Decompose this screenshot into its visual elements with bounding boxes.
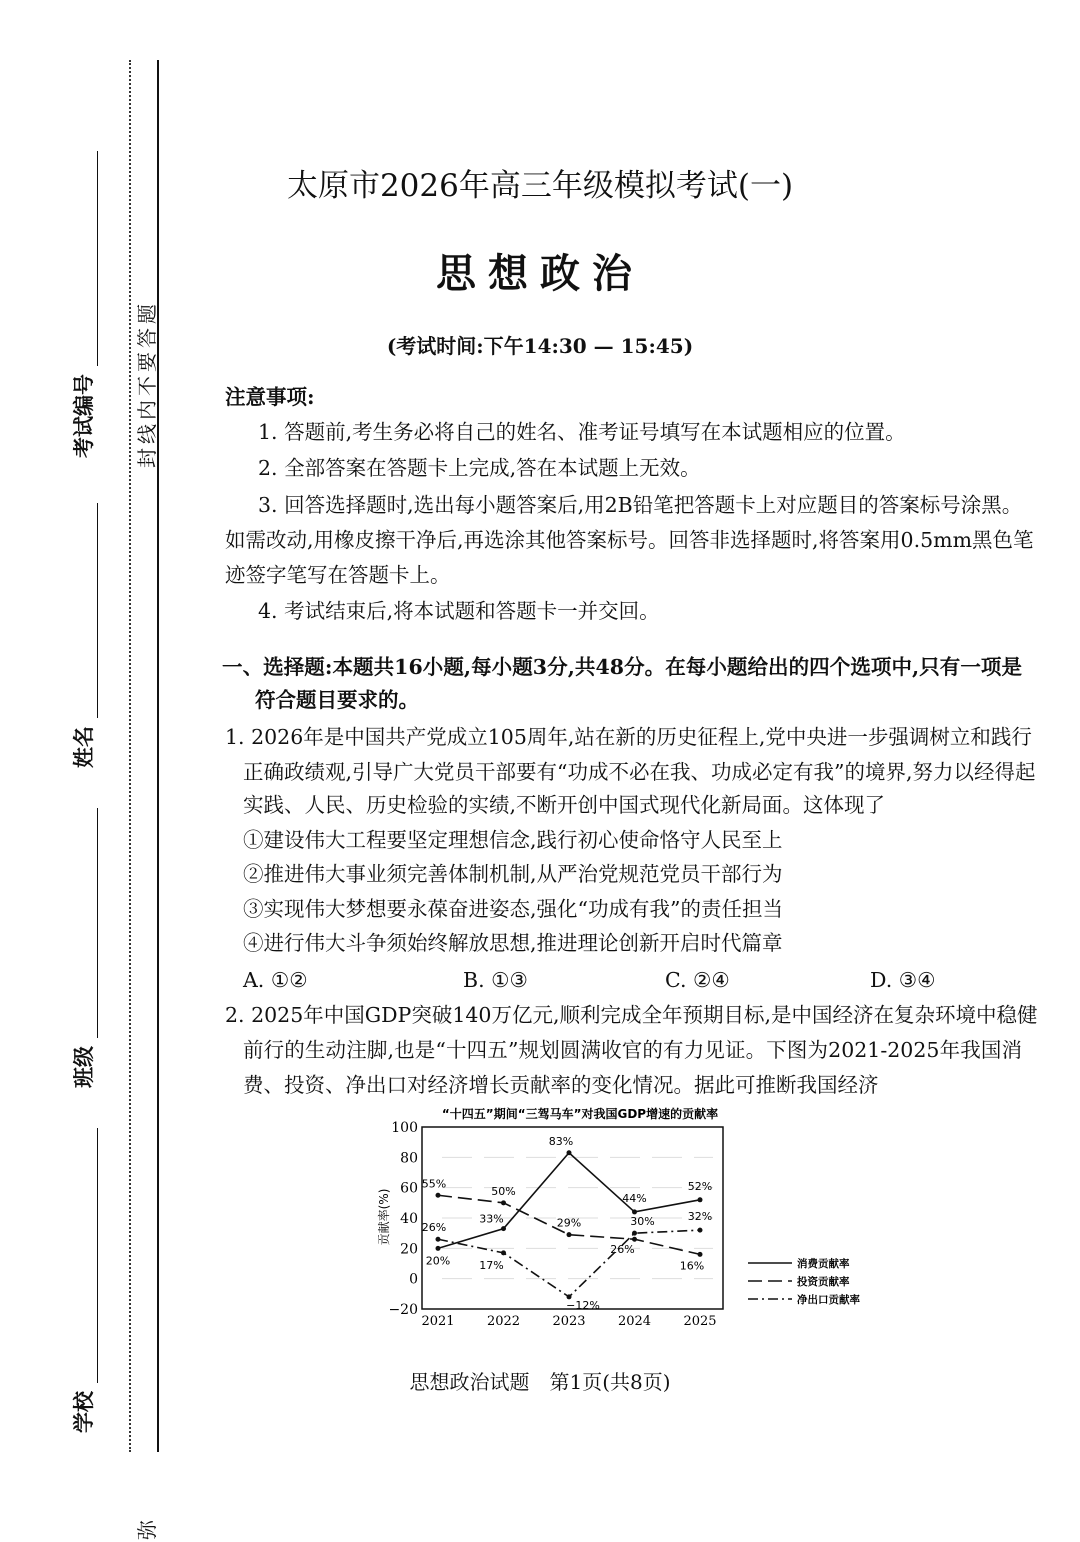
choice-a[interactable]: A. ①② bbox=[243, 968, 308, 992]
data-point bbox=[501, 1250, 506, 1255]
notice-heading: 注意事项: bbox=[225, 385, 315, 409]
seal-notice bbox=[130, 302, 160, 1542]
seal-char: 答 bbox=[135, 328, 159, 348]
y-tick-label: 40 bbox=[400, 1211, 418, 1227]
choice-b[interactable]: B. ①③ bbox=[463, 968, 528, 992]
statement-1: ①建设伟大工程要坚定理想信念,践行初心使命恪守人民至上 bbox=[243, 828, 783, 852]
statement-2: ②推进伟大事业须完善体制机制,从严治党规范党员干部行为 bbox=[243, 862, 783, 886]
question-1-stem: 正确政绩观,引导广大党员干部要有“功成不必在我、功成必定有我”的境界,努力以经得起 bbox=[243, 760, 1036, 784]
contribution-rate-chart bbox=[360, 1100, 880, 1340]
statement-4: ④进行伟大斗争须始终解放思想,推进理论创新开启时代篇章 bbox=[243, 931, 783, 955]
question-1-stem: 实践、人民、历史检验的实绩,不断开创中国式现代化新局面。这体现了 bbox=[243, 793, 886, 817]
name-label: 姓名 bbox=[71, 726, 96, 768]
data-point bbox=[501, 1200, 506, 1205]
legend-label: 消费贡献率 bbox=[797, 1258, 850, 1270]
exam-number-label: 考试编号 bbox=[71, 374, 96, 458]
x-tick-label: 2024 bbox=[617, 1314, 652, 1329]
exam-time: (考试时间:下午14:30 — 15:45) bbox=[386, 334, 694, 358]
exam-title: 太原市2026年高三年级模拟考试(一) bbox=[286, 168, 794, 204]
y-tick-label: 20 bbox=[400, 1241, 418, 1258]
y-tick-label: 80 bbox=[400, 1150, 418, 1167]
class-field[interactable] bbox=[75, 808, 98, 1038]
data-label: 30% bbox=[630, 1215, 655, 1229]
x-tick-label: 2025 bbox=[683, 1314, 717, 1329]
section-heading: 一、选择题:本题共16小题,每小题3分,共48分。在每小题给出的四个选项中,只有一项是 bbox=[222, 655, 1022, 679]
x-tick-label: 2021 bbox=[421, 1314, 455, 1329]
notice-item: 2. 全部答案在答题卡上完成,答在本试题上无效。 bbox=[258, 456, 701, 480]
class-label: 班级 bbox=[71, 1046, 96, 1088]
notice-item: 3. 回答选择题时,选出每小题答案后,用2B铅笔把答题卡上对应题目的答案标号涂黑。 bbox=[258, 493, 1023, 517]
notice-item: 迹签字笔写在答题卡上。 bbox=[225, 563, 451, 587]
data-label: 50% bbox=[491, 1184, 516, 1198]
question-2-stem: 前行的生动注脚,也是“十四五”规划圆满收官的有力见证。下图为2021-2025年我国消 bbox=[243, 1038, 1022, 1062]
data-label: 26% bbox=[421, 1221, 447, 1235]
data-point bbox=[436, 1193, 441, 1198]
data-label: 44% bbox=[622, 1191, 647, 1205]
chart-title: “十四五”期间“三驾马车”对我国GDP增速的贡献率 bbox=[441, 1107, 719, 1121]
y-tick-label: 0 bbox=[409, 1271, 418, 1288]
data-label: −12% bbox=[566, 1298, 600, 1312]
y-tick-label: −20 bbox=[388, 1302, 418, 1318]
section-heading: 符合题目要求的。 bbox=[255, 688, 419, 712]
seal-char: 题 bbox=[135, 304, 159, 324]
question-2-stem: 费、投资、净出口对经济增长贡献率的变化情况。据此可推断我国经济 bbox=[243, 1073, 879, 1097]
name-field[interactable] bbox=[75, 503, 98, 718]
data-point bbox=[698, 1197, 703, 1202]
data-point bbox=[436, 1237, 441, 1242]
x-tick-label: 2023 bbox=[552, 1314, 586, 1329]
y-tick-label: 100 bbox=[391, 1120, 418, 1136]
seal-char: 封 bbox=[135, 448, 159, 468]
notice-item: 如需改动,用橡皮擦干净后,再选涂其他答案标号。回答非选择题时,将答案用0.5mm黑色笔 bbox=[225, 528, 1034, 552]
data-label: 26% bbox=[610, 1243, 635, 1257]
school-label: 学校 bbox=[71, 1391, 96, 1433]
series-line-2 bbox=[438, 1230, 700, 1297]
legend-label: 净出口贡献率 bbox=[797, 1294, 860, 1306]
x-tick-label: 2022 bbox=[486, 1314, 521, 1329]
data-label: 20% bbox=[425, 1254, 451, 1268]
seal-char: 不 bbox=[135, 376, 159, 396]
choice-d[interactable]: D. ③④ bbox=[870, 968, 936, 992]
y-tick-label: 60 bbox=[400, 1180, 418, 1197]
notice-item: 1. 答题前,考生务必将自己的姓名、准考证号填写在本试题相应的位置。 bbox=[258, 420, 906, 444]
page-footer: 思想政治试题 第1页(共8页) bbox=[409, 1370, 671, 1394]
seal-char: 线 bbox=[135, 424, 159, 444]
data-label: 29% bbox=[556, 1216, 582, 1230]
data-point bbox=[632, 1209, 637, 1214]
statement-3: ③实现伟大梦想要永葆奋进姿态,强化“功成有我”的责任担当 bbox=[243, 897, 783, 921]
data-label: 16% bbox=[679, 1259, 705, 1273]
question-2-stem: 2. 2025年中国GDP突破140万亿元,顺利完成全年预期目标,是中国经济在复杂环境中稳健 bbox=[225, 1003, 1038, 1027]
data-point bbox=[567, 1150, 572, 1155]
data-label: 32% bbox=[687, 1210, 713, 1224]
data-point bbox=[632, 1237, 637, 1242]
school-field[interactable] bbox=[75, 1128, 98, 1383]
seal-char: 内 bbox=[135, 400, 159, 420]
legend-label: 投资贡献率 bbox=[797, 1276, 850, 1288]
data-label: 33% bbox=[479, 1212, 504, 1226]
y-axis-label: 贡献率(%) bbox=[377, 1188, 391, 1246]
seal-char: 弥 bbox=[135, 1520, 159, 1540]
data-point bbox=[567, 1232, 572, 1237]
subject-title: 思想政治 bbox=[436, 250, 644, 297]
data-point bbox=[501, 1226, 506, 1231]
data-point bbox=[698, 1228, 703, 1233]
data-point bbox=[436, 1246, 441, 1251]
data-label: 52% bbox=[687, 1179, 713, 1193]
choice-c[interactable]: C. ②④ bbox=[665, 968, 730, 992]
data-label: 55% bbox=[421, 1177, 447, 1191]
data-label: 83% bbox=[548, 1134, 574, 1148]
data-label: 17% bbox=[479, 1258, 504, 1272]
data-point bbox=[632, 1231, 637, 1236]
notice-item: 4. 考试结束后,将本试题和答题卡一并交回。 bbox=[258, 599, 660, 623]
seal-char: 要 bbox=[135, 352, 159, 372]
question-1-stem: 1. 2026年是中国共产党成立105周年,站在新的历史征程上,党中央进一步强调树立和践行 bbox=[225, 725, 1032, 749]
data-point bbox=[698, 1252, 703, 1257]
